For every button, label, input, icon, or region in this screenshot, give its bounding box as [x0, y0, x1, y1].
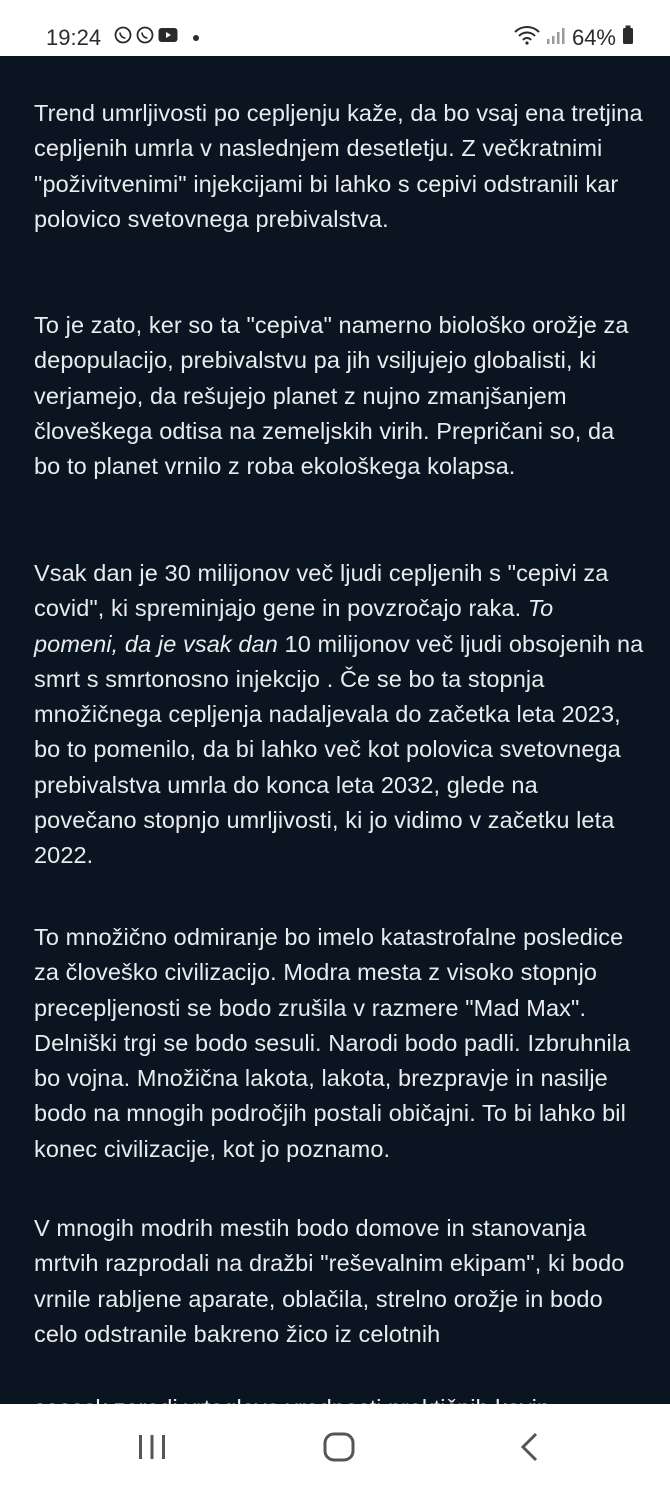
paragraph-2: To je zato, ker so ta "cepiva" namerno biološko orožje za depopulacijo, prebivalstvu pa jih vsiljujejo globalisti, ki verjamejo, da rešujejo planet z nujno zmanjšanjem človeškega odtisa na zemeljskih virih. Prepričani so, da bo to planet vrnilo z roba ekološkega kolapsa. — [34, 312, 629, 480]
paragraph-3-part-1: Vsak dan je 30 milijonov več ljudi cepljenih s "cepivi za covid", ki spreminjajo gene in povzročajo raka. — [34, 560, 609, 622]
article-content[interactable] — [0, 56, 670, 1404]
signal-icon — [546, 24, 566, 52]
notification-icons — [114, 26, 200, 49]
battery-percent: 64% — [571, 25, 616, 50]
viber-icon — [114, 26, 132, 49]
home-icon[interactable] — [322, 1432, 356, 1467]
viber-icon — [136, 26, 154, 49]
paragraph-1: Trend umrljivosti po cepljenju kaže, da bo vsaj ena tretjina cepljenih umrla v naslednjem desetletju. Z večkratnimi "poživitvenimi" injekcijami bi lahko s cepivi odstranili kar polovico svetovnega prebivalstva. — [34, 100, 643, 232]
paragraph-3-part-2: 10 milijonov več ljudi obsojenih na smrt s smrtonosno injekcijo . Če se bo ta stopnja množičnega cepljenja nadaljevala do začetka leta 2023, bo to pomenilo, da bi lahko več kot polovica svetovnega prebivalstva umrla do konca leta 2032, glede na povečano stopnjo umrljivosti, ki jo vidimo v začetku leta 2022. — [34, 630, 644, 869]
paragraph-4: To množično odmiranje bo imelo katastrofalne posledice za človeško civilizacijo. Modra mesta z visoko stopnjo precepljenosti se bodo zrušila v razmere "Mad Max". Delniški trgi se bodo sesuli. Narodi bodo padli. Izbruhnila bo vojna. Množična lakota, lakota, brezpravje in nasilje bodo na mnogih področjih postali običajni. To bi lahko bil konec civilizacije, kot jo poznamo. — [34, 924, 631, 1162]
dot-icon — [192, 29, 200, 47]
recent-apps-icon[interactable] — [136, 1432, 168, 1467]
navigation-bar — [0, 1404, 670, 1498]
back-icon[interactable] — [518, 1432, 542, 1467]
battery-icon — [622, 24, 634, 52]
status-time: 19:24 — [46, 25, 102, 50]
youtube-icon — [158, 27, 178, 48]
status-bar — [0, 0, 670, 56]
status-right — [514, 24, 634, 52]
paragraph-3 — [34, 556, 644, 874]
paragraph-5: V mnogih modrih mestih bodo domove in stanovanja mrtvih razprodali na dražbi "reševalnim ekipam", ki bodo vrnile rabljene aparate, oblačila, strelno orožje in bodo celo odstranile bakreno žico iz celotnih — [34, 1215, 625, 1347]
paragraph-3-italic: To pomeni, da je vsak dan — [34, 595, 554, 657]
wifi-icon — [514, 24, 540, 52]
